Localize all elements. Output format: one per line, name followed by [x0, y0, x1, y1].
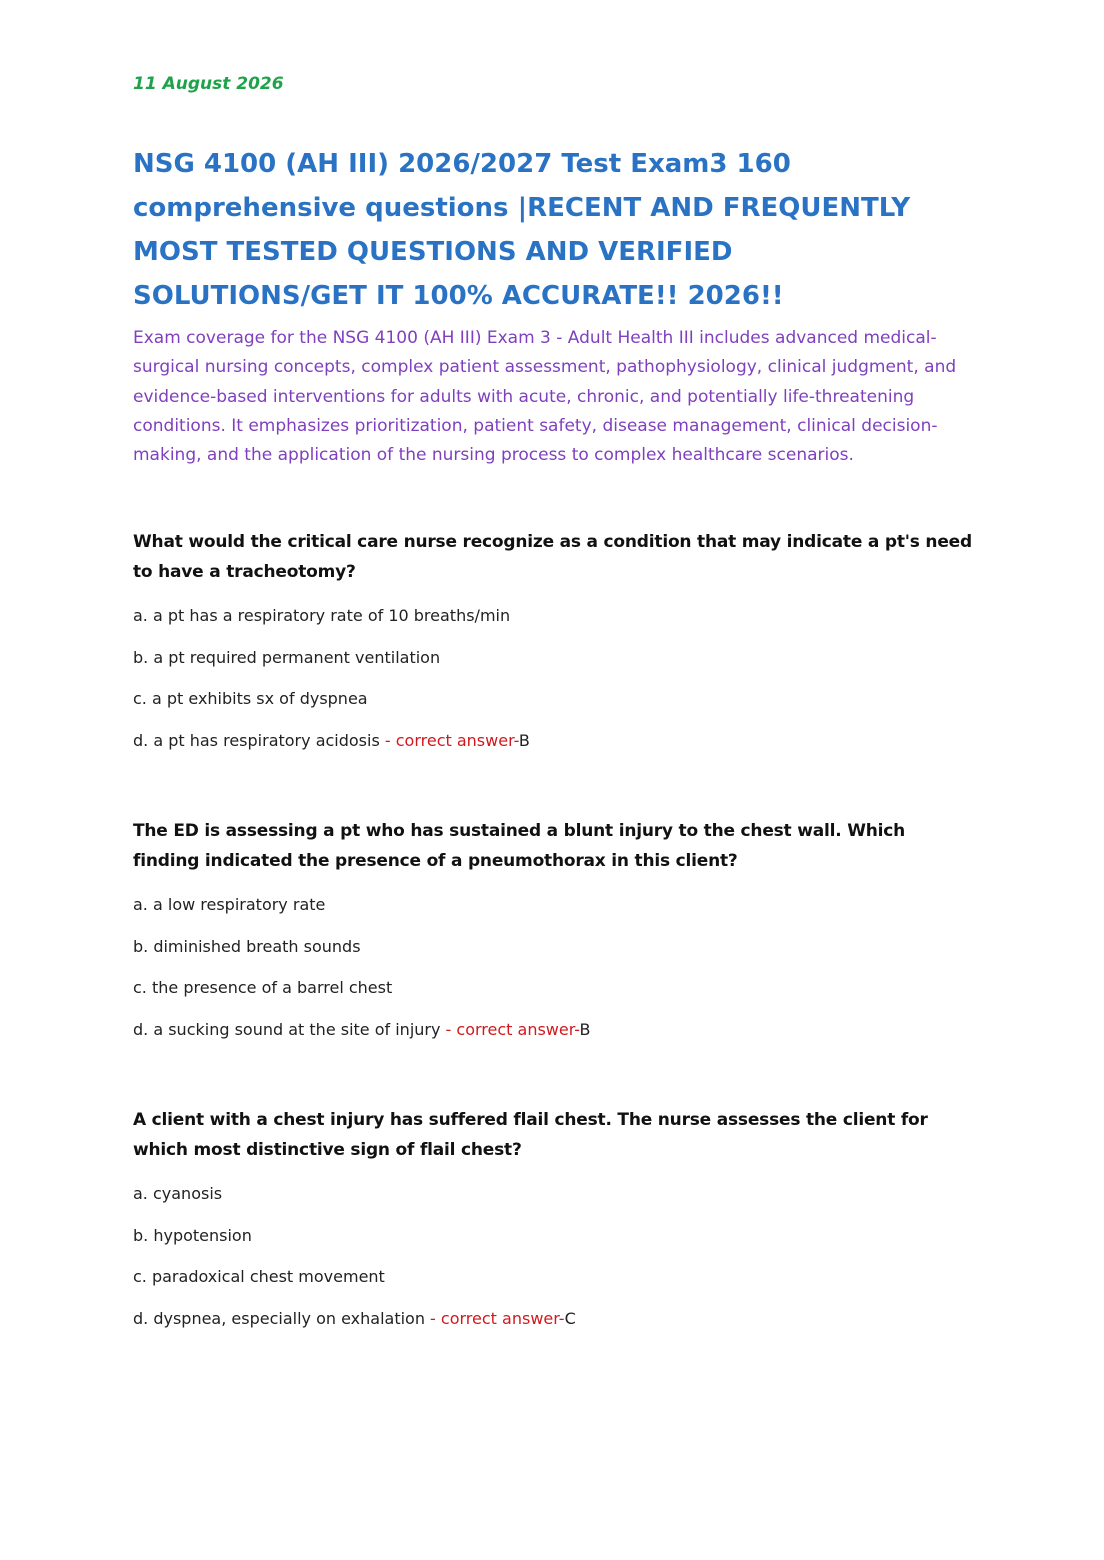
answer-option — [133, 637, 973, 679]
answer-option — [133, 1173, 973, 1215]
option-text: c. paradoxical chest movement — [133, 1267, 385, 1287]
option-text: b. diminished breath sounds — [133, 936, 361, 956]
answer-option — [133, 1009, 973, 1051]
document-title: NSG 4100 (AH III) 2026/2027 Test Exam3 160 comprehensive questions |RECENT AND FREQUENTLY MOST TESTED QUESTIONS AND VERIFIED SOLUTIONS/GET IT 100% ACCURATE!! 2026!! — [133, 149, 911, 311]
question-block — [133, 528, 973, 761]
correct-answer-value: C — [564, 1308, 576, 1328]
question-text: The ED is assessing a pt who has sustained a blunt injury to the chest wall. Which finding indicated the presence of a pneumothorax in this client? — [133, 821, 906, 871]
answer-option — [133, 884, 973, 926]
answer-option — [133, 926, 973, 968]
answer-options-list — [133, 884, 973, 1050]
option-text: c. the presence of a barrel chest — [133, 978, 393, 998]
answer-separator: - — [424, 1308, 441, 1328]
correct-answer-label: correct answer- — [440, 1308, 565, 1328]
correct-answer-value: B — [579, 1019, 591, 1039]
answer-option — [133, 1215, 973, 1257]
document-content — [133, 70, 973, 1339]
correct-answer-label: correct answer- — [456, 1019, 580, 1039]
option-text: d. a pt has respiratory acidosis — [133, 730, 380, 750]
answer-separator: - — [379, 730, 396, 750]
answer-separator: - — [440, 1019, 457, 1039]
option-text: a. a low respiratory rate — [133, 895, 326, 915]
answer-option — [133, 720, 973, 762]
question-text: A client with a chest injury has suffered flail chest. The nurse assesses the client for which most distinctive sign of flail chest? — [133, 1110, 928, 1160]
option-text: d. a sucking sound at the site of injury — [133, 1019, 441, 1039]
option-text: b. hypotension — [133, 1225, 252, 1245]
question-block — [133, 1106, 973, 1339]
answer-option — [133, 1298, 973, 1340]
answer-option — [133, 967, 973, 1009]
option-text: a. a pt has a respiratory rate of 10 breaths/min — [133, 606, 511, 626]
option-text: a. cyanosis — [133, 1184, 223, 1204]
answer-option — [133, 595, 973, 637]
answer-options-list — [133, 595, 973, 761]
option-text: b. a pt required permanent ventilation — [133, 647, 441, 667]
answer-options-list — [133, 1173, 973, 1339]
option-text: d. dyspnea, especially on exhalation — [133, 1308, 425, 1328]
document-date: 11 August 2026 — [133, 74, 284, 94]
correct-answer-value: B — [518, 730, 530, 750]
question-text: What would the critical care nurse recognize as a condition that may indicate a pt's need to have a tracheotomy? — [133, 532, 972, 582]
correct-answer-label: correct answer- — [395, 730, 519, 750]
question-block — [133, 817, 973, 1050]
exam-coverage-intro: Exam coverage for the NSG 4100 (AH III) Exam 3 - Adult Health III includes advanced medical-surgical nursing concepts, complex patient assessment, pathophysiology, clinical judgment, and evidence-based interventions for adults with acute, chronic, and potentially life-threatening conditions. It emphasizes prioritization, patient safety, disease management, clinical decision-making, and the application of the nursing process to complex healthcare scenarios. — [133, 328, 957, 466]
answer-option — [133, 1256, 973, 1298]
option-text: c. a pt exhibits sx of dyspnea — [133, 689, 368, 709]
answer-option — [133, 678, 973, 720]
